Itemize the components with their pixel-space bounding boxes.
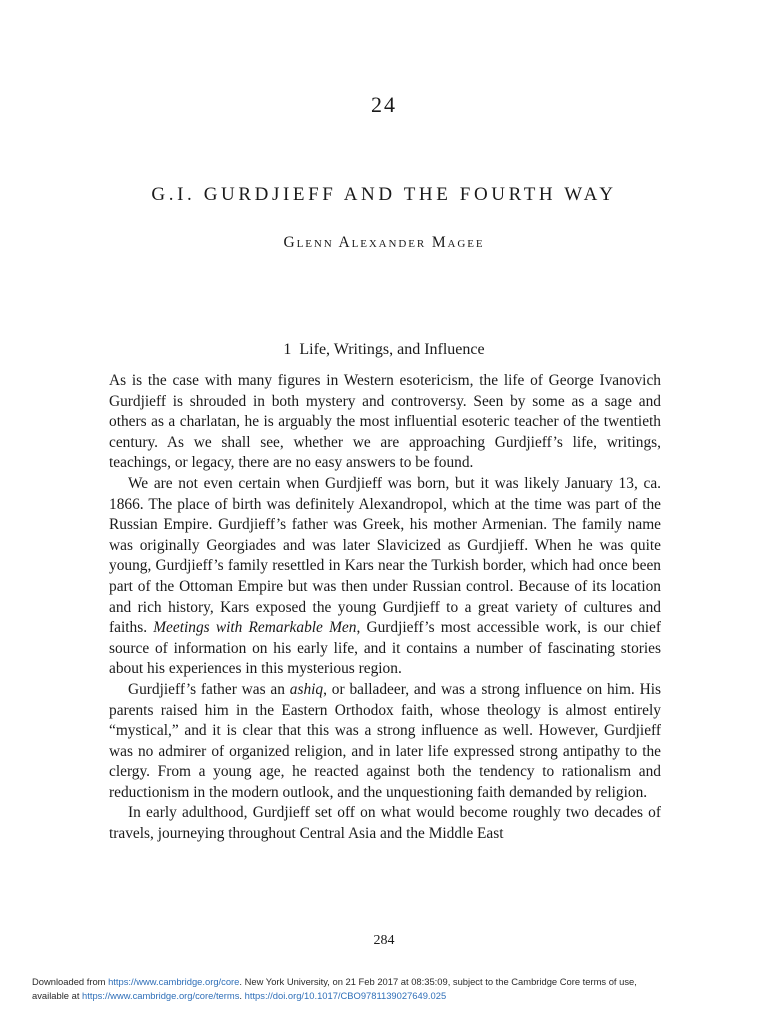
- download-notice: [32, 975, 762, 1003]
- paragraph-text: , or balladeer, and was a strong influence on him. His parents raised him in the Eastern Orthodox faith, whose theology is almost entirely “mystical,” and it is clear that this was a strong influence as well. However, Gurdjieff was no admirer of organized religion, and in later life expressed strong antipathy to the clergy. From a young age, he reacted against both the tendency to rationalism and reductionism in the modern outlook, and the unquestioning faith demanded by religion.: [109, 680, 661, 801]
- paragraph-text: , Gurdjieff’s most accessible work, is our chief source of information on his early life, and it contains a number of fascinating stories about his experiences in this mysterious region.: [109, 619, 662, 678]
- chapter-author: Glenn Alexander Magee: [283, 234, 485, 251]
- page-number: 284: [373, 933, 395, 948]
- cambridge-core-link[interactable]: https://www.cambridge.org/core: [108, 976, 240, 987]
- paragraph: In early adulthood, Gurdjieff set off on what would become roughly two decades of travels, journeying throughout Central Asia and the Middle East: [109, 804, 661, 843]
- paragraph: [109, 680, 661, 804]
- notice-text: . New York University, on 21 Feb 2017 at 08:35:09, subject to the Cambridge Core terms of use,: [239, 976, 637, 987]
- section-heading: [0, 341, 768, 359]
- paragraph: As is the case with many figures in Western esotericism, the life of George Ivanovich Gurdjieff is shrouded in both mystery and controversy. Seen by some as a sage and others as a charlatan, he is arguably the most influential esoteric teacher of the twentieth century. As we shall see, whether we are approaching Gurdjieff’s life, writings, teachings, or legacy, there are no easy answers to be found.: [109, 372, 661, 472]
- download-notice-line-2: [32, 989, 762, 1003]
- paragraph-text: We are not even certain when Gurdjieff was born, but it was likely January 13, ca. 1866. The place of birth was definitely Alexandropol, which at the time was part of the Russian Empire. Gurdjieff’s father was Greek, his mother Armenian. The family name was originally Georgiades and was later Slavicized as Gurdjieff. When he was quite young, Gurdjieff’s family resettled in Kars near the Turkish border, which had once been part of the Ottoman Empire but was then under Russian control. Because of its location and rich history, Kars exposed the young Gurdjieff to a great variety of cultures and faiths.: [109, 474, 661, 637]
- paragraph-text: Gurdjieff’s father was an: [128, 680, 290, 698]
- chapter-title: G.I. GURDJIEFF AND THE FOURTH WAY: [151, 184, 617, 205]
- paragraph: [109, 474, 661, 680]
- notice-text: available at: [32, 990, 83, 1001]
- chapter-number: 24: [371, 92, 397, 117]
- book-title-italic: Meetings with Remarkable Men: [153, 619, 357, 637]
- doi-link[interactable]: https://doi.org/10.1017/CBO9781139027649.025: [244, 990, 447, 1001]
- term-italic: ashiq: [289, 680, 324, 698]
- section-title: Life, Writings, and Influence: [299, 341, 485, 358]
- body-text: [109, 371, 661, 845]
- section-number: 1: [283, 341, 292, 358]
- notice-text: Downloaded from: [32, 976, 109, 987]
- notice-text: .: [239, 990, 245, 1001]
- download-notice-line-1: [32, 975, 762, 989]
- terms-link[interactable]: https://www.cambridge.org/core/terms: [82, 990, 240, 1001]
